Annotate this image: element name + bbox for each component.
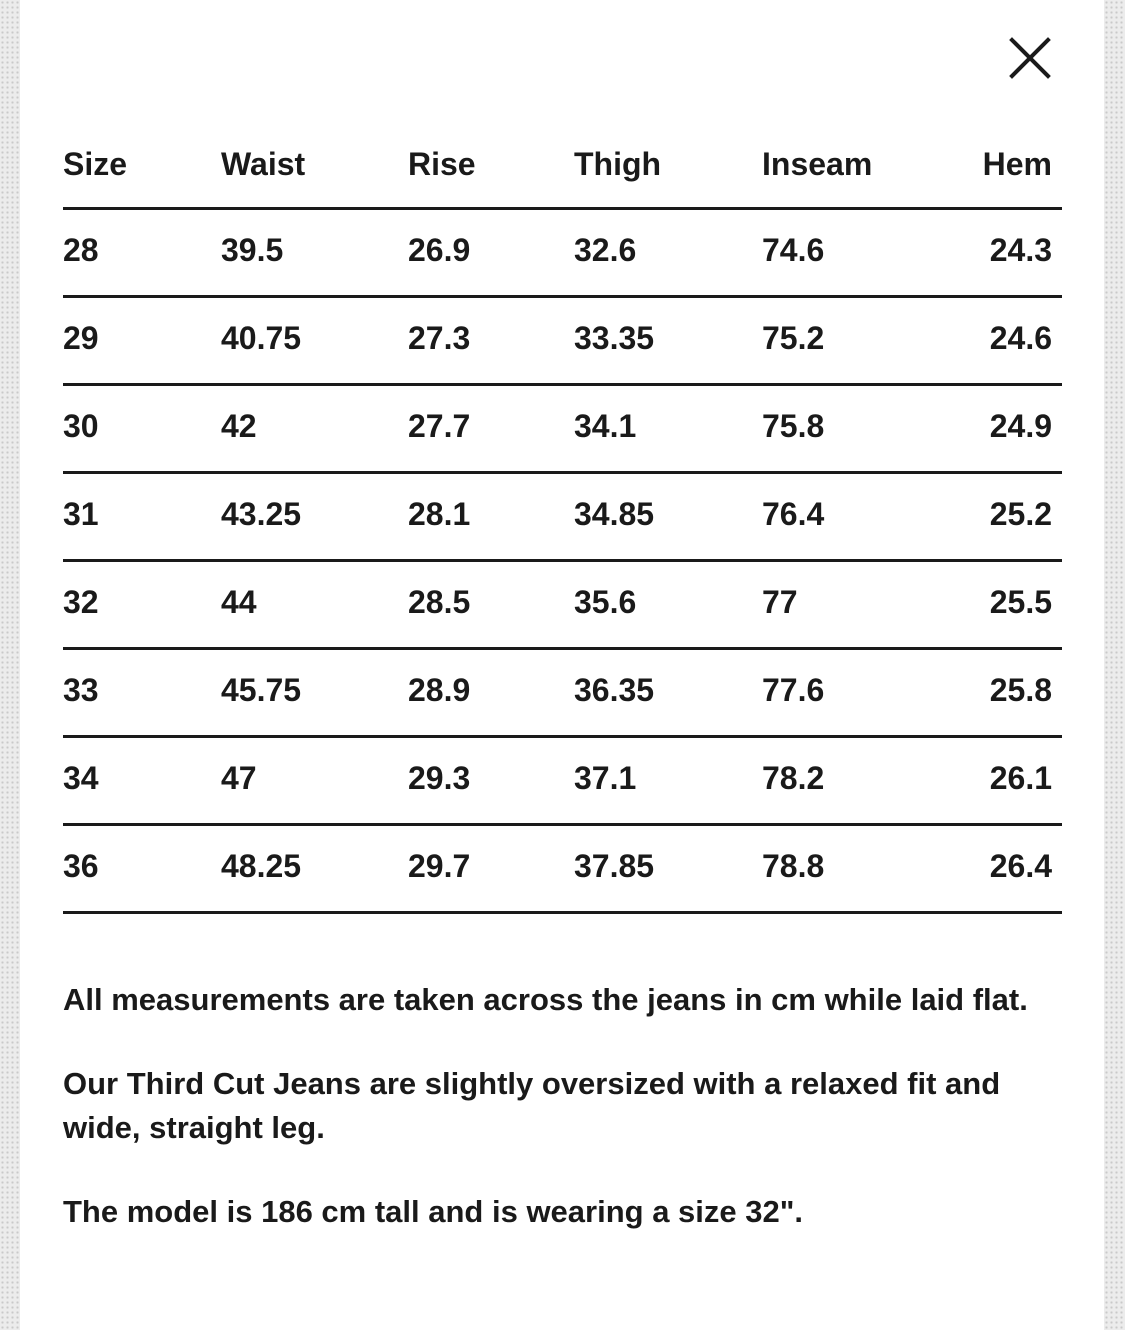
cell-waist: 40.75 xyxy=(221,296,408,384)
table-row xyxy=(63,208,1062,296)
column-header-inseam: Inseam xyxy=(762,122,962,208)
cell-hem: 24.9 xyxy=(962,384,1062,472)
cell-size: 33 xyxy=(63,648,221,736)
cell-waist: 47 xyxy=(221,736,408,824)
table-row xyxy=(63,736,1062,824)
cell-size: 28 xyxy=(63,208,221,296)
cell-inseam: 77.6 xyxy=(762,648,962,736)
cell-inseam: 75.8 xyxy=(762,384,962,472)
cell-rise: 28.1 xyxy=(408,472,574,560)
cell-size: 29 xyxy=(63,296,221,384)
cell-size: 30 xyxy=(63,384,221,472)
cell-rise: 27.3 xyxy=(408,296,574,384)
cell-thigh: 36.35 xyxy=(574,648,762,736)
cell-inseam: 76.4 xyxy=(762,472,962,560)
column-header-waist: Waist xyxy=(221,122,408,208)
cell-inseam: 78.2 xyxy=(762,736,962,824)
close-icon xyxy=(1008,36,1052,80)
scrollbar-track[interactable] xyxy=(1104,0,1125,1330)
cell-waist: 39.5 xyxy=(221,208,408,296)
size-guide-modal xyxy=(20,0,1104,1330)
table-row xyxy=(63,648,1062,736)
cell-rise: 26.9 xyxy=(408,208,574,296)
column-header-rise: Rise xyxy=(408,122,574,208)
cell-thigh: 37.85 xyxy=(574,824,762,912)
cell-waist: 48.25 xyxy=(221,824,408,912)
cell-waist: 44 xyxy=(221,560,408,648)
cell-size: 36 xyxy=(63,824,221,912)
cell-inseam: 75.2 xyxy=(762,296,962,384)
cell-size: 34 xyxy=(63,736,221,824)
column-header-hem: Hem xyxy=(962,122,1062,208)
cell-thigh: 34.1 xyxy=(574,384,762,472)
cell-size: 31 xyxy=(63,472,221,560)
fit-note: Our Third Cut Jeans are slightly oversized with a relaxed fit and wide, straight leg. xyxy=(63,1066,1001,1145)
cell-hem: 24.3 xyxy=(962,208,1062,296)
cell-waist: 43.25 xyxy=(221,472,408,560)
cell-rise: 29.7 xyxy=(408,824,574,912)
cell-thigh: 34.85 xyxy=(574,472,762,560)
cell-hem: 24.6 xyxy=(962,296,1062,384)
cell-waist: 42 xyxy=(221,384,408,472)
column-header-size: Size xyxy=(63,122,221,208)
close-button[interactable] xyxy=(1008,36,1052,80)
table-row xyxy=(63,824,1062,912)
size-notes xyxy=(63,978,1053,1274)
cell-hem: 26.1 xyxy=(962,736,1062,824)
measurement-note: All measurements are taken across the jeans in cm while laid flat. xyxy=(63,982,1028,1017)
cell-rise: 29.3 xyxy=(408,736,574,824)
table-row xyxy=(63,384,1062,472)
cell-rise: 27.7 xyxy=(408,384,574,472)
cell-inseam: 78.8 xyxy=(762,824,962,912)
cell-thigh: 37.1 xyxy=(574,736,762,824)
cell-thigh: 32.6 xyxy=(574,208,762,296)
cell-hem: 26.4 xyxy=(962,824,1062,912)
cell-waist: 45.75 xyxy=(221,648,408,736)
model-note: The model is 186 cm tall and is wearing a size 32". xyxy=(63,1194,804,1229)
table-row xyxy=(63,560,1062,648)
table-row xyxy=(63,472,1062,560)
cell-hem: 25.8 xyxy=(962,648,1062,736)
cell-inseam: 74.6 xyxy=(762,208,962,296)
table-header-row xyxy=(63,122,1062,208)
cell-thigh: 35.6 xyxy=(574,560,762,648)
size-chart-table xyxy=(63,122,1062,914)
cell-hem: 25.2 xyxy=(962,472,1062,560)
cell-rise: 28.5 xyxy=(408,560,574,648)
table-row xyxy=(63,296,1062,384)
cell-thigh: 33.35 xyxy=(574,296,762,384)
cell-hem: 25.5 xyxy=(962,560,1062,648)
cell-rise: 28.9 xyxy=(408,648,574,736)
backdrop-left xyxy=(0,0,20,1330)
column-header-thigh: Thigh xyxy=(574,122,762,208)
cell-size: 32 xyxy=(63,560,221,648)
cell-inseam: 77 xyxy=(762,560,962,648)
